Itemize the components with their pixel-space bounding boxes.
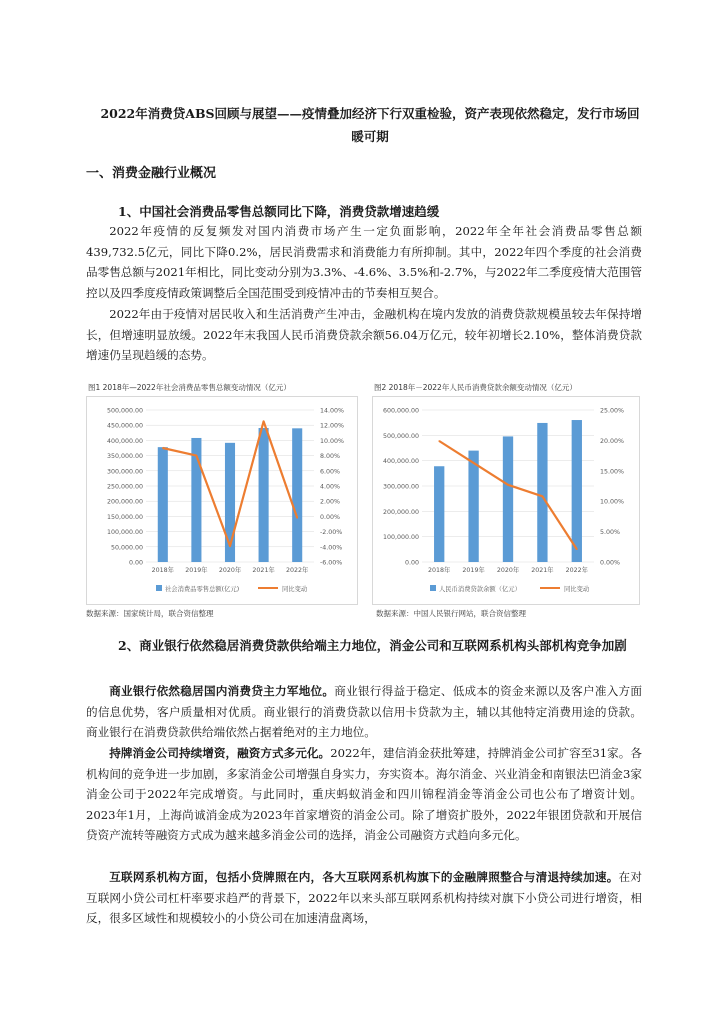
x-tick-label: 2019年 <box>185 567 208 574</box>
chart2-source: 数据来源：中国人民银行网站，联合资信整理 <box>376 609 526 618</box>
y-right-tick-label: 0.00% <box>600 559 621 567</box>
y-right-tick-label: 15.00% <box>600 468 625 476</box>
y-right-tick-label: -6.00% <box>320 559 343 567</box>
y-left-tick-label: 300,000.00 <box>106 468 143 476</box>
subsection-heading-2: 2、商业银行依然稳居消费贷款供给端主力地位，消金公司和互联网系机构头部机构竞争加剧 <box>118 638 627 653</box>
bar <box>434 466 444 562</box>
line-point <box>196 455 198 457</box>
bar <box>158 447 168 562</box>
bar <box>259 428 269 562</box>
section-heading-1: 一、消费金融行业概况 <box>86 166 217 181</box>
x-tick-label: 2022年 <box>565 567 588 574</box>
y-left-tick-label: 500,000.00 <box>382 432 419 440</box>
y-left-tick-label: 250,000.00 <box>106 483 143 491</box>
chart-title: 图2 2018年－2022年人民币消费贷款余额变动情况（亿元） <box>374 383 577 392</box>
line-point <box>507 484 509 486</box>
legend-label: 同比变动 <box>282 586 308 593</box>
paragraph-banks-body: 商业银行得益于稳定、低成本的资金来源以及客户准入方面的信息优势，客户质量相对优质。商业银行的消费贷款以信用卡贷款为主，辅以其他特定消费用途的贷款。商业银行在消费贷款供给端依然占据着绝对的主力地位。 <box>86 684 642 740</box>
y-right-tick-label: 25.00% <box>600 407 625 415</box>
bar <box>537 423 547 562</box>
paragraph-cfc-lead: 持牌消金公司持续增资，融资方式多元化。 <box>109 746 331 760</box>
chart-retail-sales-svg <box>86 380 358 606</box>
chart-retail-sales <box>86 380 358 606</box>
legend-swatch-bar <box>156 585 162 591</box>
x-tick-label: 2019年 <box>462 567 485 574</box>
y-left-tick-label: 150,000.00 <box>106 513 143 521</box>
y-left-tick-label: 400,000.00 <box>106 437 143 445</box>
paragraph-consumer-finance-companies <box>86 743 642 846</box>
bar <box>572 420 582 562</box>
paragraph-cfc-body: 2022年，建信消金获批筹建，持牌消金公司扩容至31家。各机构间的竞争进一步加剧，多家消金公司增强自身实力，夯实资本。海尔消金、兴业消金和南银法巴消金3家消金公司于2022年完成增资。与此同时，重庆蚂蚁消金和四川锦程消金等消金公司也公布了增资计划。2023年1月，上海尚诚消金成为2023年首家增资的消金公司。除了增资扩股外，2022年银团贷款和开展信贷资产流转等融资方式成为越来越多消金公司的选择，消金公司融资方式趋向多元化。 <box>86 746 642 843</box>
paragraph-internet-institutions <box>86 867 642 929</box>
line-point <box>229 545 231 547</box>
x-tick-label: 2018年 <box>151 567 174 574</box>
y-left-tick-label: 200,000.00 <box>382 508 419 516</box>
paragraph-consumer-loans: 2022年由于疫情对居民收入和生活消费产生冲击，金融机构在境内发放的消费贷款规模虽较去年保持增长，但增速明显放缓。2022年末我国人民币消费贷款余额56.04万亿元，较年初增长2.10%，整体消费贷款增速仍呈现趋缓的态势。 <box>86 307 642 363</box>
y-right-tick-label: 2.00% <box>320 498 341 506</box>
paragraph-internet-body: 在对互联网小贷公司杠杆率要求趋严的背景下，2022年以来头部互联网系机构持续对旗下小贷公司进行增资，相反，很多区域性和规模较小的小贷公司在加速清盘离场， <box>86 870 642 926</box>
subsection-heading-1: 1、中国社会消费品零售总额同比下降，消费贷款增速趋缓 <box>118 204 440 219</box>
legend-label: 社会消费品零售总额(亿元) <box>165 586 240 593</box>
line-point <box>438 440 440 442</box>
line-point <box>542 496 544 498</box>
x-tick-label: 2020年 <box>496 567 520 574</box>
x-tick-label: 2021年 <box>531 567 554 574</box>
y-left-tick-label: 500,000.00 <box>106 407 143 415</box>
chart1-source: 数据来源：国家统计局，联合资信整理 <box>86 609 214 618</box>
x-tick-label: 2021年 <box>252 567 275 574</box>
y-left-tick-label: 300,000.00 <box>382 483 419 491</box>
document-title: 2022年消费贷ABS回顾与展望——疫情叠加经济下行双重检验，资产表现依然稳定，发行市场回暖可期 <box>100 106 640 144</box>
bar <box>468 451 478 562</box>
y-left-tick-label: 100,000.00 <box>106 529 143 537</box>
paragraph-retail-sales: 2022年疫情的反复频发对国内消费市场产生一定负面影响，2022年全年社会消费品零售总额439,732.5亿元，同比下降0.2%，居民消费需求和消费能力有所抑制。其中，2022年四个季度的社会消费品零售总额与2021年相比，同比变动分别为3.3%、-4.6%、3.5%和-2.7%，与2022年二季度疫情大范围管控以及四季度疫情政策调整后全国范围受到疫情冲击的节奏相互契合。 <box>86 224 642 300</box>
y-right-tick-label: 12.00% <box>320 422 345 430</box>
y-left-tick-label: 0.00 <box>128 559 143 567</box>
paragraph-internet-lead: 互联网系机构方面，包括小贷牌照在内，各大互联网系机构旗下的金融牌照整合与清退持续加速。 <box>109 870 619 884</box>
y-left-tick-label: 0.00 <box>404 559 419 567</box>
line-point <box>576 548 578 550</box>
y-right-tick-label: 6.00% <box>320 468 341 476</box>
line-point <box>473 462 475 464</box>
paragraph-banks-lead: 商业银行依然稳居国内消费贷主力军地位。 <box>109 684 335 698</box>
chart-consumer-loans-svg <box>372 380 640 606</box>
y-right-tick-label: 10.00% <box>600 498 625 506</box>
y-right-tick-label: -4.00% <box>320 544 343 552</box>
x-tick-label: 2022年 <box>286 567 309 574</box>
y-left-tick-label: 400,000.00 <box>382 458 419 466</box>
y-right-tick-label: 8.00% <box>320 453 341 461</box>
bar <box>503 436 513 562</box>
y-right-tick-label: 4.00% <box>320 483 341 491</box>
chart-title: 图1 2018年—2022年社会消费品零售总额变动情况（亿元） <box>88 383 291 392</box>
paragraph-banks <box>86 681 642 743</box>
y-left-tick-label: 350,000.00 <box>106 453 143 461</box>
line-point <box>162 447 164 449</box>
legend-label: 同比变动 <box>564 586 590 593</box>
y-left-tick-label: 50,000.00 <box>110 544 143 552</box>
legend-label: 人民币消费贷款余额（亿元） <box>439 586 521 593</box>
y-right-tick-label: -2.00% <box>320 529 343 537</box>
y-left-tick-label: 100,000.00 <box>382 534 419 542</box>
chart-consumer-loans <box>372 380 640 606</box>
legend-swatch-bar <box>430 585 436 591</box>
y-right-tick-label: 5.00% <box>600 529 621 537</box>
y-left-tick-label: 200,000.00 <box>106 498 143 506</box>
y-left-tick-label: 450,000.00 <box>106 422 143 430</box>
line-point <box>263 421 265 423</box>
x-tick-label: 2020年 <box>218 567 242 574</box>
x-tick-label: 2018年 <box>428 567 451 574</box>
y-right-tick-label: 0.00% <box>320 513 341 521</box>
y-right-tick-label: 20.00% <box>600 437 625 445</box>
bar <box>292 428 302 562</box>
y-left-tick-label: 600,000.00 <box>382 407 419 415</box>
line-point <box>296 517 298 519</box>
y-right-tick-label: 14.00% <box>320 407 345 415</box>
y-right-tick-label: 10.00% <box>320 437 345 445</box>
